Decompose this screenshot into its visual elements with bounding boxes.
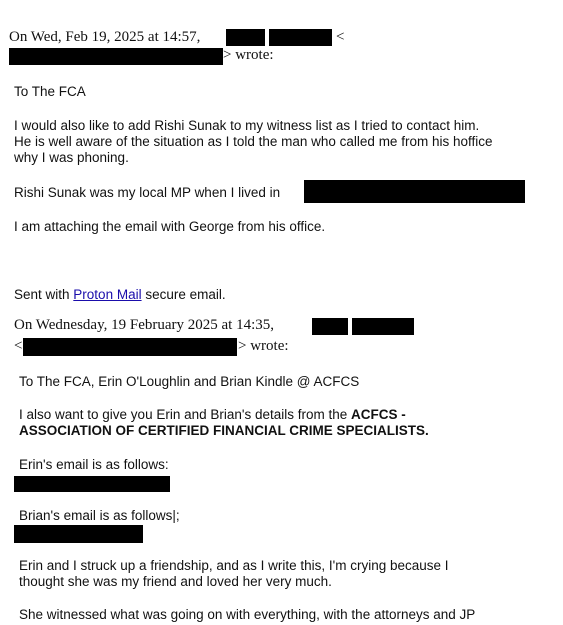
redacted-sender-email — [9, 48, 223, 65]
redacted-sender-first-name — [226, 29, 265, 46]
friendship-paragraph — [19, 558, 449, 590]
brian-email-label: Brian's email is as follows|; — [19, 508, 180, 523]
redacted-quoted-last-name — [352, 318, 414, 335]
redacted-location — [304, 180, 525, 203]
acfcs-full-name: ASSOCIATION OF CERTIFIED FINANCIAL CRIME SPECIALISTS. — [19, 423, 429, 438]
paragraph-line: Erin and I struck up a friendship, and as I write this, I'm crying because I — [19, 558, 449, 573]
redacted-quoted-first-name — [312, 318, 348, 335]
quoted-header-lt: < — [14, 338, 23, 354]
proton-mail-link[interactable]: Proton Mail — [73, 287, 142, 302]
witness-sentence: She witnessed what was going on with everything, with the attorneys and JP — [19, 607, 476, 622]
paragraph-line: He is well aware of the situation as I told the man who called me from his hoffice — [14, 134, 493, 149]
redacted-quoted-email — [23, 338, 237, 356]
attachment-sentence: I am attaching the email with George from his office. — [14, 219, 326, 234]
redacted-erin-email — [14, 476, 170, 492]
acfcs-line-2 — [19, 423, 429, 439]
signature-prefix: Sent with — [14, 287, 70, 302]
witness-list-paragraph — [14, 118, 493, 166]
redacted-sender-last-name — [269, 29, 332, 46]
local-mp-sentence: Rishi Sunak was my local MP when I lived in — [14, 185, 281, 200]
redacted-brian-email — [14, 525, 143, 543]
quoted-header-date: On Wednesday, 19 February 2025 at 14:35, — [14, 317, 274, 333]
signature-line — [14, 287, 226, 302]
acfcs-abbrev: ACFCS - — [351, 407, 406, 422]
greeting: To The FCA — [14, 84, 86, 99]
reply-header-lt: < — [336, 29, 345, 45]
paragraph-line: I would also like to add Rishi Sunak to my witness list as I tried to contact him. — [14, 118, 480, 133]
quoted-greeting: To The FCA, Erin O'Loughlin and Brian Kindle @ ACFCS — [19, 374, 360, 389]
reply-header-date: On Wed, Feb 19, 2025 at 14:57, — [9, 29, 201, 45]
quoted-header-wrote: > wrote: — [238, 338, 289, 354]
acfcs-intro-text: I also want to give you Erin and Brian's details from the — [19, 407, 348, 422]
signature-suffix: secure email. — [145, 287, 226, 302]
paragraph-line: thought she was my friend and loved her very much. — [19, 574, 332, 589]
paragraph-line: why I was phoning. — [14, 150, 129, 165]
acfcs-line-1 — [19, 407, 429, 423]
acfcs-paragraph — [19, 407, 429, 439]
reply-header-wrote: > wrote: — [223, 47, 274, 63]
erin-email-label: Erin's email is as follows: — [19, 457, 169, 472]
